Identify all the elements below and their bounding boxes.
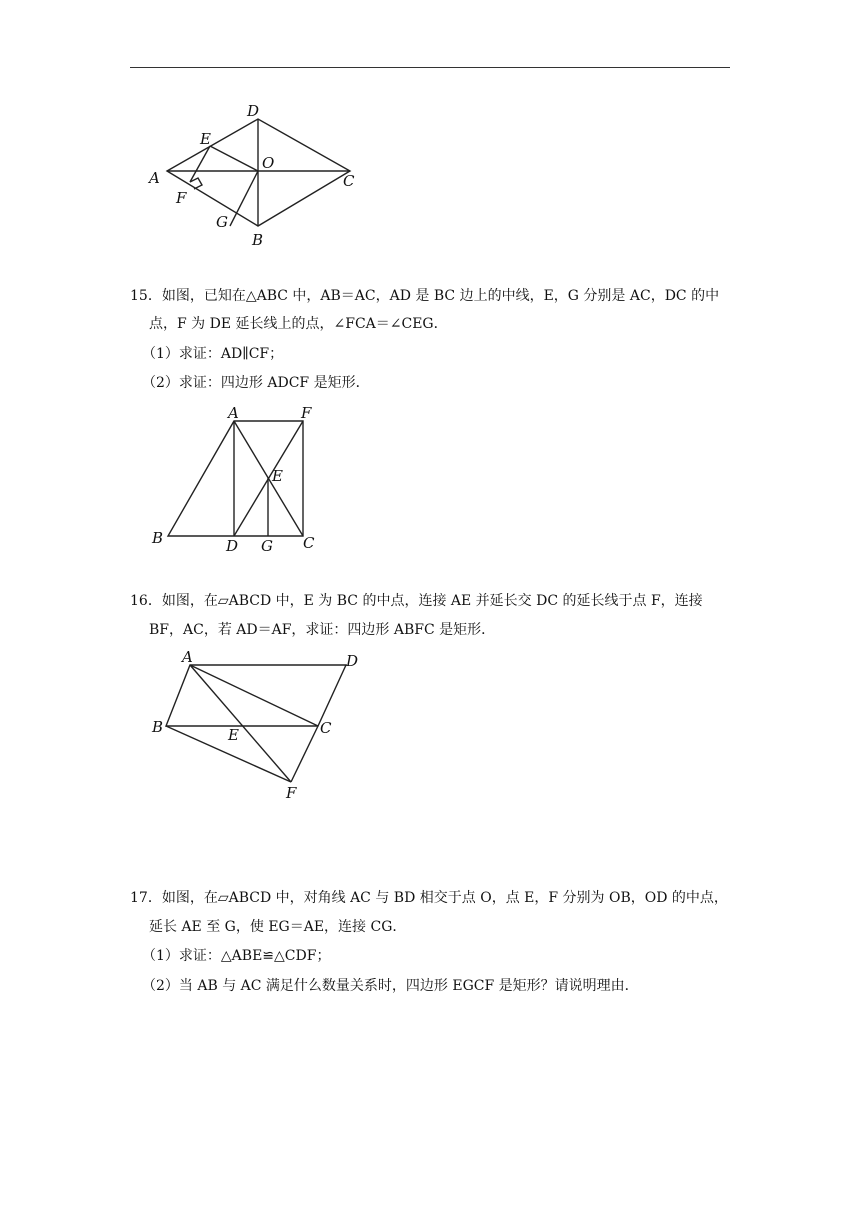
label-d: D (346, 652, 359, 670)
label-d: D (226, 537, 239, 555)
header-rule (130, 67, 730, 68)
q15-sub-2: （2）求证：四边形 ADCF 是矩形． (142, 375, 370, 391)
label-e: E (272, 467, 283, 485)
label-f: F (301, 404, 312, 422)
q16-line-2: BF，AC，若 AD＝AF，求证：四边形 ABFC 是矩形． (149, 622, 496, 638)
q17-sub-2: （2）当 AB 与 AC 满足什么数量关系时，四边形 EGCF 是矩形？请说明理由． (142, 978, 639, 994)
q16-line-1: 16．如图，在▱ABCD 中，E 为 BC 的中点，连接 AE 并延长交 DC 的延长线于点 F，连接 (130, 593, 703, 609)
segment-ac (190, 665, 318, 726)
label-g: G (216, 213, 228, 231)
figure-16 (150, 648, 370, 806)
label-c: C (303, 534, 315, 552)
q15-sub-1: （1）求证：AD∥CF； (142, 346, 284, 362)
label-a: A (149, 169, 160, 187)
label-b: B (152, 529, 164, 547)
label-a: A (182, 648, 193, 666)
q15-line-2: 点，F 为 DE 延长线上的点，∠FCA＝∠CEG． (149, 316, 448, 332)
label-e: E (228, 726, 239, 744)
label-f: F (176, 189, 187, 207)
label-o: O (262, 154, 275, 172)
q17-line-1: 17．如图，在▱ABCD 中，对角线 AC 与 BD 相交于点 O，点 E，F 分别为 OB，OD 的中点， (130, 890, 728, 906)
q15-line-1: 15．如图，已知在△ABC 中，AB＝AC，AD 是 BC 边上的中线，E，G 分别是 AC，DC 的中 (130, 288, 720, 304)
figure-14 (140, 96, 370, 256)
segment-cf (291, 726, 318, 782)
segment-eo (210, 146, 258, 171)
parallelogram-abcd (166, 665, 346, 726)
figure-15 (148, 404, 328, 554)
label-b: B (252, 231, 264, 249)
label-g: G (261, 537, 273, 555)
label-c: C (343, 172, 355, 190)
label-a: A (228, 404, 239, 422)
segment-af (190, 665, 291, 782)
label-e: E (200, 130, 211, 148)
label-d: D (247, 102, 260, 120)
label-b: B (152, 718, 164, 736)
label-c: C (320, 719, 332, 737)
q17-sub-1: （1）求证：△ABE≌△CDF； (142, 948, 331, 964)
q17-line-2: 延长 AE 至 G，使 EG＝AE，连接 CG． (149, 919, 407, 935)
label-f: F (286, 784, 297, 802)
